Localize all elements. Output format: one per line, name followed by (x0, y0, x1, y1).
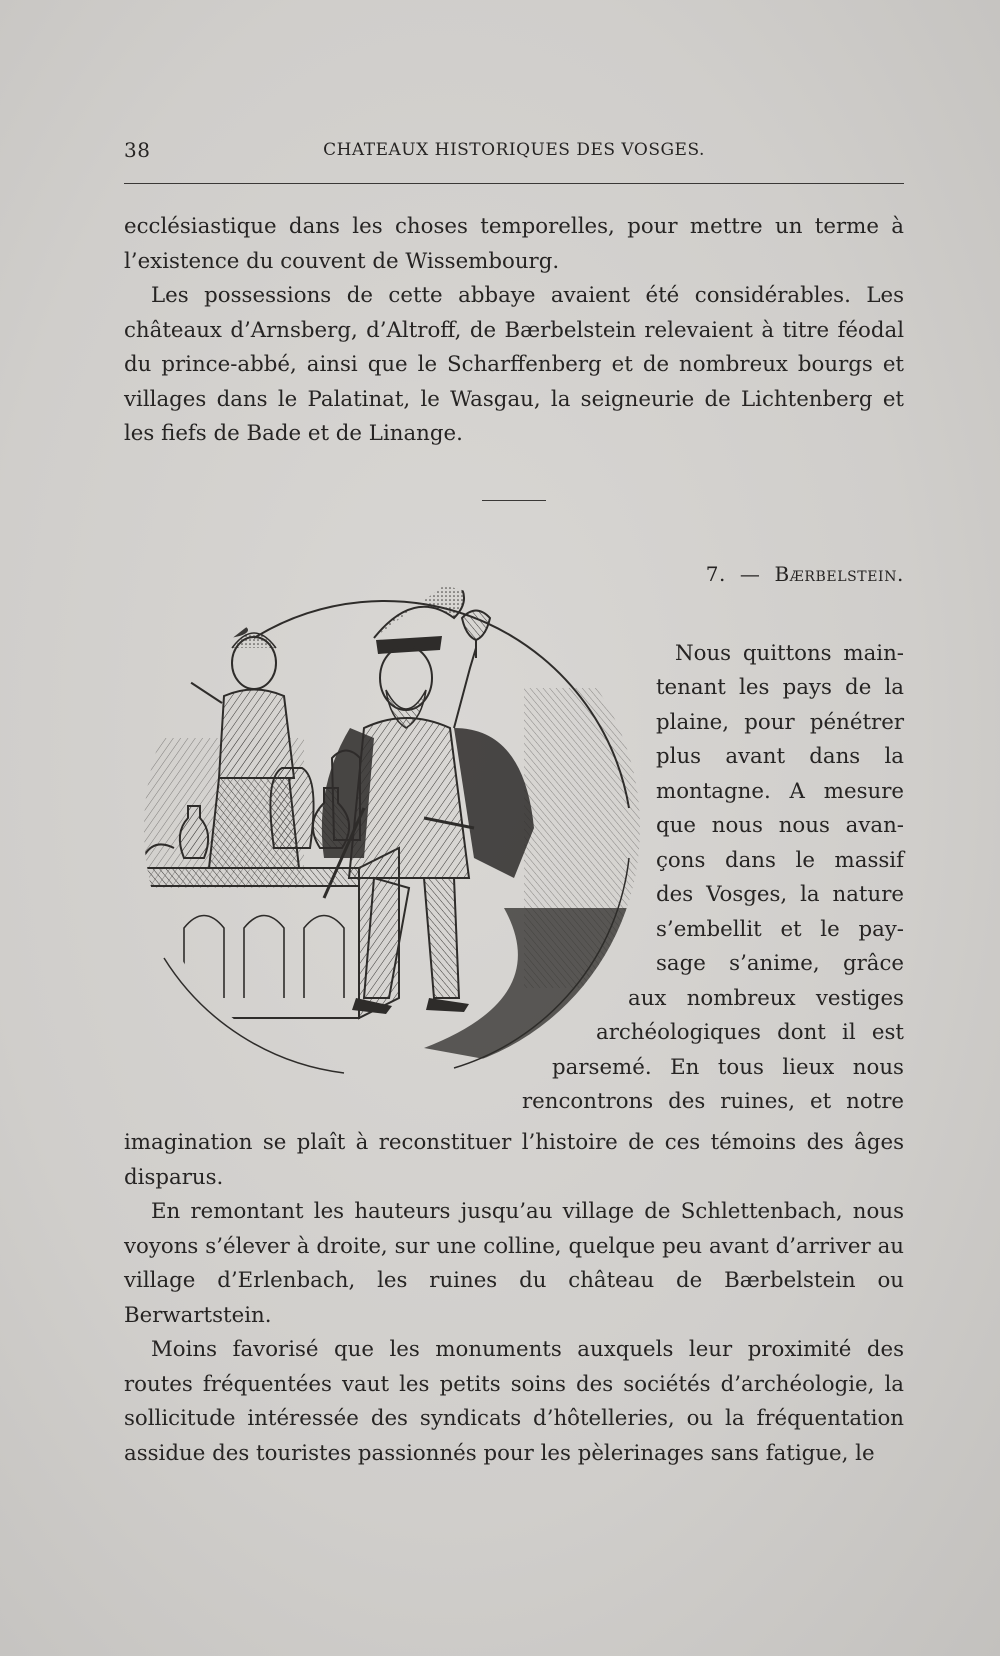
text-line: rencontrons des ruines, et notre (522, 1089, 904, 1114)
top-text-block (124, 210, 904, 452)
text-line: tenant les pays de la (656, 675, 904, 700)
section-number: 7. (705, 562, 726, 586)
text-line: çons dans le massif (656, 848, 904, 873)
paragraph: imagination se plaît à reconstituer l’histoire de ces témoins des âges disparus. (124, 1130, 904, 1190)
header-rule (124, 183, 904, 184)
section-separator (482, 500, 546, 501)
text-line: des Vosges, la nature (656, 882, 904, 907)
text-line: Nous quittons main- (675, 641, 904, 666)
text-line: plus avant dans la (656, 744, 904, 769)
running-header (124, 138, 904, 168)
running-title: CHATEAUX HISTORIQUES DES VOSGES. (323, 140, 705, 160)
text-line: archéologiques dont il est (596, 1020, 904, 1045)
paragraph: En remontant les hauteurs jusqu’au village de Schlettenbach, nous voyons s’élever à droite, sur une colline, quelque peu avant d’arriver au village d’Erlenbach, les ruines du château de Bærbelstein ou Berwartstein. (124, 1199, 904, 1328)
section-heading (706, 562, 904, 586)
paragraph: Moins favorisé que les monuments auxquels leur proximité des routes fréquentées vaut les petits soins des sociétés d’archéologie, la sollicitude intéressée des syndicats d’hôtelleries, ou la fréquentation assidue des touristes passionnés pour les pèlerinages sans fatigue, le (124, 1337, 904, 1466)
paragraph: Les possessions de cette abbaye avaient été considérables. Les châteaux d’Arnsberg, d’Altroff, de Bærbelstein relevaient à titre féodal du prince-abbé, ainsi que le Scharffenberg et de nombreux bourgs et villages dans le Palatinat, le Wasgau, la seigneurie de Lichtenberg et les fiefs de Bade et de Linange. (124, 283, 904, 446)
section-dash: — (739, 562, 761, 586)
section-title: Bærbelstein. (774, 562, 904, 586)
bottom-text-block (124, 1126, 904, 1471)
text-line: parsemé. En tous lieux nous (552, 1055, 904, 1080)
page-number: 38 (124, 138, 151, 162)
text-line: que nous nous avan- (656, 813, 904, 838)
engraving-icon (124, 578, 644, 1088)
text-line: aux nombreux vestiges (628, 986, 904, 1011)
text-line: montagne. A mesure (656, 779, 904, 804)
text-line: plaine, pour pénétrer (656, 710, 904, 735)
text-line: sage s’anime, grâce (656, 951, 904, 976)
text-line: s’embellit et le pay- (656, 917, 904, 942)
paragraph: ecclésiastique dans les choses temporelles, pour mettre un terme à l’existence du couvent de Wissembourg. (124, 214, 904, 274)
